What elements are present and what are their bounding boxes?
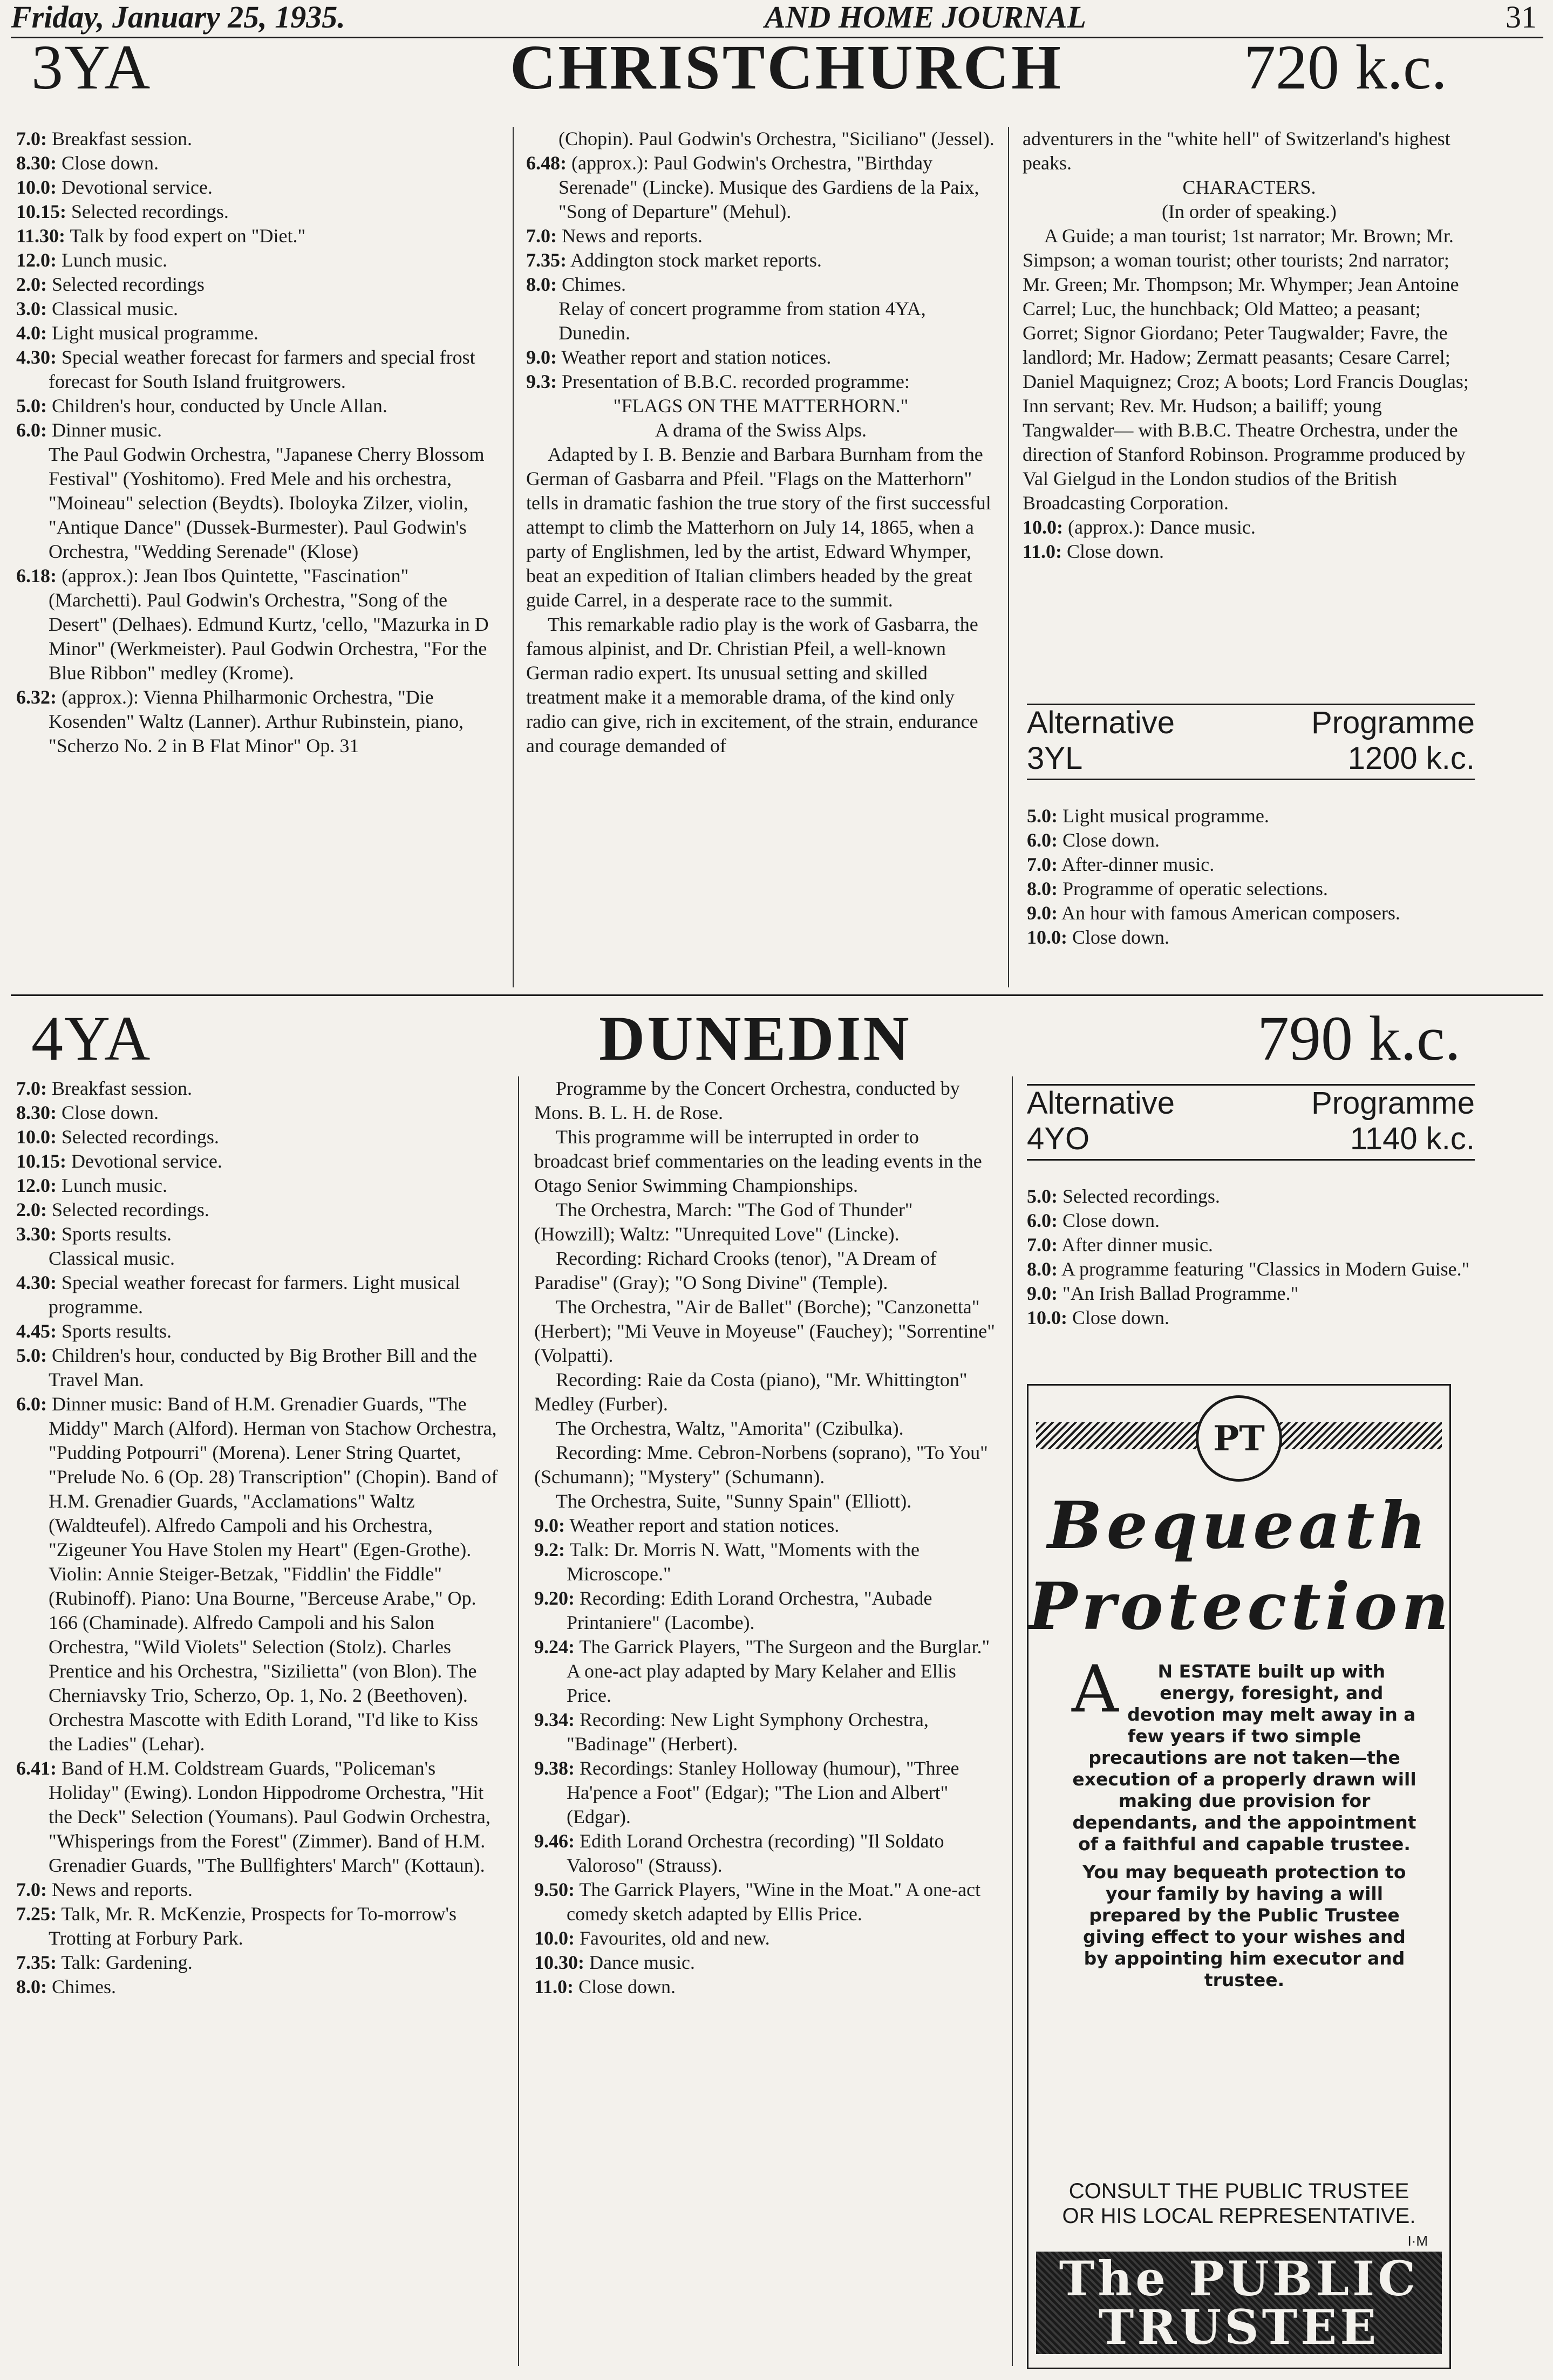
- 4ya-column-2: [534, 1076, 996, 1999]
- schedule-entry: [534, 1635, 996, 1708]
- schedule-entry: [534, 1878, 996, 1926]
- schedule-text: Close down.: [62, 1102, 159, 1123]
- schedule-entry: [1027, 1209, 1475, 1233]
- play-title: "FLAGS ON THE MATTERHORN.": [613, 395, 909, 417]
- schedule-entry: [16, 1392, 502, 1756]
- schedule-text: Presentation of B.B.C. recorded programme:: [562, 371, 910, 392]
- schedule-text: Chimes.: [562, 274, 626, 295]
- schedule-text: Dinner music: Band of H.M. Grenadier Guards, "The Middy" March (Alford). Herman von Stachow Orchestra, "Pudding Potpourri" (Morena). Lener String Quartet, "Prelude No. 6 (Op. 28) Transcription" (Chopin). Band of H.M. Grenadier Guards, "Acclamations" Waltz (Waldteufel). Alfredo Campoli and his Orchestra, "Zigeuner You Have Stolen my Heart" (Egen-Grothe). Violin: Annie Steiger-Betzak, "Fiddlin' the Fiddle" (Rubinoff). Piano: Una Bourne, "Berceuse Arabe," Op. 166 (Chaminade). Alfredo Campoli and his Salon Orchestra, "Wild Violets" Selection (Stolz). Charles Prentice and his Orchestra, "Sizilietta" (von Blon). The Cherniavsky Trio, Scherzo, Op. 1, No. 2 (Beethoven). Orchestra Mascotte with Edith Lorand, "I'd like to Kiss the Ladies" (Lehar).: [49, 1393, 498, 1755]
- freq-790-heading: 790 k.c.: [1257, 1003, 1461, 1074]
- schedule-entry: [16, 272, 502, 297]
- schedule-text: Light musical programme.: [1062, 805, 1269, 827]
- ad-body: [1072, 1652, 1417, 1997]
- concert-paragraph: Recording: Raie da Costa (piano), "Mr. Whittington" Medley (Furber).: [534, 1369, 968, 1415]
- schedule-time: 9.0:: [1027, 1283, 1058, 1304]
- schedule-entry: [534, 1586, 996, 1635]
- schedule-text: Band of H.M. Coldstream Guards, "Policeman's Holiday" (Ewing). London Hippodrome Orchestra, "Hit the Deck" Selection (Youmans). Paul Godwin Orchestra, "Whisperings from the Forest" (Zimmer). Band of H.M. Grenadier Guards, "The Bullfighters' March" (Kottaun).: [49, 1757, 491, 1876]
- schedule-text: "An Irish Ballad Programme.": [1062, 1283, 1299, 1304]
- play-subtitle: A drama of the Swiss Alps.: [655, 419, 867, 441]
- schedule-time: 10.0:: [1023, 516, 1063, 538]
- schedule-entry: [16, 1101, 502, 1125]
- schedule-time: 9.34:: [534, 1709, 575, 1730]
- schedule-time: 7.35:: [16, 1952, 57, 1973]
- schedule-time: 7.35:: [526, 249, 567, 271]
- schedule-time: 8.0:: [16, 1976, 47, 1997]
- schedule-text: (approx.): Vienna Philharmonic Orchestra, "Die Kosenden" Waltz (Lanner). Arthur Rubinstein, piano, "Scherzo No. 2 in B Flat Minor" Op. 31: [49, 686, 464, 756]
- alt-4yo-list: [1027, 1184, 1475, 1330]
- schedule-text: Classical music.: [52, 298, 178, 319]
- alt-3yl-word2: Programme: [1311, 705, 1475, 740]
- section-divider: [11, 994, 1543, 996]
- schedule-text: Breakfast session.: [52, 1078, 192, 1099]
- schedule-time: 9.0:: [1027, 902, 1058, 924]
- schedule-time: 7.0:: [1027, 1234, 1058, 1256]
- alt-3yl-freq: 1200 k.c.: [1347, 741, 1475, 776]
- schedule-entry: [1027, 853, 1475, 877]
- schedule-text: Sports results.: [62, 1320, 172, 1342]
- concert-paragraph: This programme will be interrupted in order to broadcast brief commentaries on the leading events in the Otago Senior Swimming Championships.: [534, 1126, 982, 1196]
- 3ya-column-2: [526, 127, 996, 758]
- ad-dropcap: A: [1072, 1652, 1119, 1727]
- schedule-entry: [526, 224, 996, 248]
- schedule-entry: [526, 272, 996, 297]
- continued-paragraph: adventurers in the "white hell" of Switzerland's highest peaks.: [1023, 128, 1450, 174]
- characters-heading: CHARACTERS.: [1182, 176, 1316, 198]
- public-trustee-logo: [1036, 2252, 1442, 2354]
- schedule-entry: [16, 1076, 502, 1101]
- schedule-entry: [526, 248, 996, 272]
- schedule-time: 6.32:: [16, 686, 57, 708]
- schedule-text: Dance music.: [589, 1952, 695, 1973]
- schedule-text: Lunch music.: [62, 1175, 167, 1196]
- concert-paragraph: The Orchestra, "Air de Ballet" (Borche); "Canzonetta" (Herbert); "Mi Veuve in Moyeuse" (Fauchey); "Sorrentine" (Volpatti).: [534, 1296, 995, 1366]
- schedule-time: 2.0:: [16, 274, 47, 295]
- schedule-time: 7.0:: [16, 1879, 47, 1900]
- concert-paragraph: The Orchestra, Waltz, "Amorita" (Czibulka).: [556, 1417, 904, 1439]
- schedule-time: 3.30:: [16, 1223, 57, 1245]
- schedule-entry: [16, 151, 502, 175]
- schedule-text: (approx.): Jean Ibos Quintette, "Fascination" (Marchetti). Paul Godwin's Orchestra, "Song of the Desert" (Delhaes). Edmund Kurtz, 'cello, "Mazurka in D Minor" (Werkmeister). Paul Godwin Orchestra, "For the Blue Ribbon" medley (Krome).: [49, 565, 489, 684]
- schedule-text: Talk, Mr. R. McKenzie, Prospects for To-morrow's Trotting at Forbury Park.: [49, 1903, 457, 1949]
- schedule-time: 10.30:: [534, 1952, 584, 1973]
- 4ya-column-1: [16, 1076, 502, 1999]
- schedule-entry: [534, 1951, 996, 1975]
- schedule-entry: [16, 1271, 502, 1319]
- schedule-time: 4.45:: [16, 1320, 57, 1342]
- schedule-entry: [534, 1538, 996, 1586]
- schedule-time: 6.41:: [16, 1757, 57, 1779]
- schedule-time: 11.0:: [534, 1976, 574, 1997]
- schedule-text: News and reports.: [52, 1879, 193, 1900]
- column-rule: [1012, 1076, 1013, 2366]
- schedule-entry: [16, 127, 502, 151]
- journal-title: AND HOME JOURNAL: [764, 0, 1086, 35]
- schedule-time: 10.0:: [1027, 1307, 1067, 1328]
- schedule-time: 7.25:: [16, 1903, 57, 1925]
- schedule-time: 6.18:: [16, 565, 57, 587]
- schedule-text: After-dinner music.: [1061, 854, 1215, 875]
- schedule-entry: [16, 175, 502, 200]
- issue-date: Friday, January 25, 1935.: [11, 0, 345, 35]
- schedule-text: A programme featuring "Classics in Modern Guise.": [1061, 1258, 1470, 1280]
- schedule-time: 7.0:: [16, 1078, 47, 1099]
- schedule-text: Special weather forecast for farmers. Light musical programme.: [49, 1272, 460, 1318]
- schedule-entry: [526, 297, 996, 345]
- schedule-time: 4.30:: [16, 1272, 57, 1293]
- schedule-entry: [16, 200, 502, 224]
- schedule-text: Relay of concert programme from station 4YA, Dunedin.: [558, 298, 926, 344]
- schedule-entry: [16, 1125, 502, 1149]
- schedule-time: 8.0:: [1027, 878, 1058, 899]
- alt-4yo-rule-bottom: [1027, 1159, 1475, 1161]
- schedule-entry: [16, 248, 502, 272]
- characters-list: A Guide; a man tourist; 1st narrator; Mr. Brown; Mr. Simpson; a woman tourist; other tourists; 2nd narrator; Mr. Green; Mr. Thompson; Mr. Whymper; Jean Antoine Carrel; Luc, the hunchback; Old Matteo; a peasant; Gorret; Signor Giordano; Peter Taugwalder; Favre, the landlord; Mr. Hadow; Zermatt peasants; Cesare Carrel; Daniel Maquignez; Croz; A boots; Lord Francis Douglas; Inn servant; Rev. Mr. Hudson; a bailiff; young Tangwalder— with B.B.C. Theatre Orchestra, under the direction of Stanford Robinson. Programme produced by Val Gielgud in the London studios of the British Broadcasting Corporation.: [1023, 225, 1469, 514]
- column-rule: [513, 127, 514, 987]
- schedule-entry: [534, 1513, 996, 1538]
- schedule-time: 9.2:: [534, 1539, 565, 1560]
- schedule-text: Selected recordings.: [62, 1126, 219, 1148]
- schedule-time: 7.0:: [16, 128, 47, 149]
- schedule-entry: [534, 1926, 996, 1951]
- schedule-time: 8.0:: [526, 274, 557, 295]
- schedule-time: 5.0:: [1027, 1185, 1058, 1207]
- schedule-entry: [526, 151, 996, 224]
- schedule-time: 6.48:: [526, 152, 567, 174]
- city-christchurch-heading: CHRISTCHURCH: [510, 32, 1063, 103]
- 3ya-column-1: [16, 127, 502, 758]
- schedule-entry: [534, 1975, 996, 1999]
- schedule-time: 8.30:: [16, 1102, 57, 1123]
- alt-3yl-station: 3YL: [1027, 741, 1083, 776]
- ad-signature: I·M: [1407, 2233, 1428, 2249]
- schedule-time: 8.30:: [16, 152, 57, 174]
- schedule-text: Close down.: [1062, 829, 1160, 851]
- characters-subheading: (In order of speaking.): [1162, 201, 1337, 222]
- page-number: 31: [1506, 0, 1537, 35]
- schedule-time: 11.0:: [1023, 541, 1062, 562]
- schedule-entry: [16, 394, 502, 418]
- schedule-text: Close down.: [578, 1976, 676, 1997]
- column-rule: [1008, 127, 1009, 987]
- schedule-text: Talk: Dr. Morris N. Watt, "Moments with the Microscope.": [567, 1539, 919, 1585]
- ad-headline-1: Bequeath: [1047, 1488, 1431, 1564]
- schedule-text: The Garrick Players, "Wine in the Moat." A one-act comedy sketch adapted by Ellis Price.: [567, 1879, 981, 1925]
- schedule-text: Talk: Gardening.: [61, 1952, 193, 1973]
- schedule-time: 6.0:: [16, 419, 47, 441]
- schedule-entry: [1027, 877, 1475, 901]
- alt-4yo-box: [1027, 1082, 1475, 1161]
- schedule-entry: [1027, 1257, 1475, 1281]
- schedule-time: 12.0:: [16, 1175, 57, 1196]
- schedule-entry: [16, 1198, 502, 1222]
- schedule-entry: [1027, 1184, 1475, 1209]
- schedule-text: Close down.: [1072, 1307, 1169, 1328]
- schedule-text: Programme of operatic selections.: [1062, 878, 1328, 899]
- schedule-text: Close down.: [1067, 541, 1164, 562]
- schedule-text: Selected recordings: [52, 274, 205, 295]
- schedule-entry: [1023, 540, 1476, 564]
- schedule-text: Selected recordings.: [52, 1199, 209, 1220]
- concert-paragraph: Recording: Richard Crooks (tenor), "A Dream of Paradise" (Gray); "O Song Divine" (Temple).: [534, 1247, 937, 1293]
- schedule-entry: [16, 1222, 502, 1246]
- schedule-text: Weather report and station notices.: [569, 1515, 840, 1536]
- schedule-text: Recording: Edith Lorand Orchestra, "Aubade Printaniere" (Lacombe).: [567, 1587, 932, 1633]
- schedule-text: Recordings: Stanley Holloway (humour), "Three Ha'pence a Foot" (Edgar); "The Lion and Albert" (Edgar).: [567, 1757, 959, 1827]
- schedule-time: 10.15:: [16, 201, 66, 222]
- schedule-entry: [1027, 901, 1475, 925]
- schedule-time: 6.0:: [1027, 1210, 1058, 1231]
- station-3ya-heading: 3YA: [31, 32, 152, 103]
- schedule-text: Close down.: [62, 152, 159, 174]
- play-paragraph: Adapted by I. B. Benzie and Barbara Burnham from the German of Gasbarra and Pfeil. "Flags on the Matterhorn" tells in dramatic fashion the true story of the first successful attempt to climb the Matterhorn on July 14, 1865, when a party of Englishmen, led by the artist, Edward Whymper, beat an expedition of Italian climbers headed by the great guide Carrel, in a desperate race to the summit.: [526, 444, 991, 611]
- schedule-text: The Paul Godwin Orchestra, "Japanese Cherry Blossom Festival" (Yoshitomo). Fred Mele and his orchestra, "Moineau" selection (Beydts). Iboloyka Zilzer, violin, "Antique Dance" (Dussek-Burmester). Paul Godwin's Orchestra, "Wedding Serenade" (Klose): [49, 444, 485, 562]
- play-paragraph: This remarkable radio play is the work of Gasbarra, the famous alpinist, and Dr. Christian Pfeil, a well-known German radio expert. Its unusual setting and skilled treatment make it a memorable drama, of the kind only radio can give, rich in excitement, of the strain, endurance and courage demanded of: [526, 613, 978, 756]
- schedule-text: Lunch music.: [62, 249, 167, 271]
- station-4ya-heading: 4YA: [31, 1003, 152, 1074]
- concert-paragraph: The Orchestra, Suite, "Sunny Spain" (Elliott).: [556, 1490, 912, 1512]
- schedule-time: 10.0:: [534, 1927, 575, 1949]
- schedule-text: An hour with famous American composers.: [1061, 902, 1400, 924]
- schedule-time: 7.0:: [1027, 854, 1058, 875]
- ad-headline-2: Protection: [1028, 1569, 1453, 1645]
- schedule-entry: [16, 418, 502, 442]
- schedule-time: 9.38:: [534, 1757, 575, 1779]
- alt-4yo-word2: Programme: [1311, 1086, 1475, 1121]
- ad-consult-line: CONSULT THE PUBLIC TRUSTEE OR HIS LOCAL REPRESENTATIVE.: [1062, 2179, 1416, 2228]
- freq-720-heading: 720 k.c.: [1244, 32, 1447, 103]
- schedule-entry: [16, 1902, 502, 1951]
- schedule-text: Children's hour, conducted by Big Brother Bill and the Travel Man.: [49, 1345, 477, 1390]
- schedule-entry: [1027, 828, 1475, 853]
- schedule-time: 6.0:: [16, 1393, 47, 1415]
- schedule-text: Devotional service.: [71, 1150, 222, 1172]
- schedule-entry: [534, 1756, 996, 1829]
- schedule-text: (approx.): Paul Godwin's Orchestra, "Birthday Serenade" (Lincke). Musique des Gardiens de la Paix, "Song of Departure" (Mehul).: [558, 152, 979, 222]
- alt-3yl-list: [1027, 804, 1475, 950]
- schedule-text: Breakfast session.: [52, 128, 192, 149]
- schedule-text: (Chopin). Paul Godwin's Orchestra, "Siciliano" (Jessel).: [558, 128, 995, 149]
- schedule-time: 9.0:: [534, 1515, 565, 1536]
- schedule-text: Children's hour, conducted by Uncle Allan.: [52, 395, 387, 417]
- schedule-time: 9.0:: [526, 346, 557, 368]
- schedule-text: Light musical programme.: [52, 322, 258, 344]
- schedule-entry: [526, 370, 996, 394]
- schedule-entry: [534, 1829, 996, 1878]
- schedule-time: 10.0:: [1027, 926, 1067, 948]
- column-rule: [518, 1076, 519, 2366]
- schedule-text: Recording: New Light Symphony Orchestra, "Badinage" (Herbert).: [567, 1709, 929, 1755]
- concert-paragraph: The Orchestra, March: "The God of Thunder" (Howzill); Waltz: "Unrequited Love" (Lincke).: [534, 1199, 913, 1245]
- ad-para-1: N ESTATE built up with energy, foresight, and devotion may melt away in a few years if two simple precautions are not taken—the execution of a properly drawn will making due provision for dependants, and the appointment of a faithful and capable trustee.: [1072, 1661, 1416, 1854]
- schedule-entry: [1023, 515, 1476, 540]
- schedule-entry: [1027, 804, 1475, 828]
- schedule-entry: [526, 127, 996, 151]
- schedule-time: 10.0:: [16, 1126, 57, 1148]
- schedule-entry: [16, 685, 502, 758]
- emblem-letters: PT: [1213, 1418, 1265, 1459]
- schedule-text: Devotional service.: [62, 176, 213, 198]
- schedule-entry: [16, 1878, 502, 1902]
- schedule-time: 6.0:: [1027, 829, 1058, 851]
- schedule-text: Close down.: [1072, 926, 1169, 948]
- schedule-time: 9.20:: [534, 1587, 575, 1609]
- schedule-entry: [16, 1951, 502, 1975]
- schedule-text: Dinner music.: [52, 419, 162, 441]
- schedule-text: Selected recordings.: [71, 201, 229, 222]
- schedule-text: After dinner music.: [1061, 1234, 1213, 1256]
- schedule-text: Sports results.: [62, 1223, 172, 1245]
- schedule-text: Edith Lorand Orchestra (recording) "Il Soldato Valoroso" (Strauss).: [567, 1830, 944, 1876]
- schedule-entry: [16, 1174, 502, 1198]
- schedule-text: Close down.: [1062, 1210, 1160, 1231]
- logo-line-2: TRUSTEE: [1098, 2299, 1380, 2355]
- schedule-entry: [16, 321, 502, 345]
- schedule-time: 9.3:: [526, 371, 557, 392]
- schedule-entry: [16, 1975, 502, 1999]
- trustee-emblem-icon: [1196, 1395, 1282, 1482]
- 3ya-column-3: [1023, 127, 1476, 564]
- schedule-entry: [16, 297, 502, 321]
- alt-3yl-word1: Alternative: [1027, 705, 1175, 740]
- city-dunedin-heading: DUNEDIN: [599, 1003, 911, 1074]
- schedule-entry: [16, 224, 502, 248]
- schedule-entry: [16, 1319, 502, 1344]
- schedule-time: 10.0:: [16, 176, 57, 198]
- schedule-entry: [16, 1246, 502, 1271]
- schedule-text: Addington stock market reports.: [570, 249, 822, 271]
- schedule-time: 5.0:: [16, 395, 47, 417]
- schedule-entry: [16, 1756, 502, 1878]
- alt-4yo-station: 4YO: [1027, 1121, 1090, 1156]
- schedule-text: News and reports.: [562, 225, 703, 247]
- public-trustee-advert: [1027, 1384, 1451, 2369]
- schedule-time: 3.0:: [16, 298, 47, 319]
- schedule-time: 10.15:: [16, 1150, 66, 1172]
- schedule-text: Classical music.: [49, 1247, 175, 1269]
- schedule-time: 2.0:: [16, 1199, 47, 1220]
- alt-3yl-box: [1027, 701, 1475, 780]
- logo-line-1: The PUBLIC: [1059, 2251, 1419, 2307]
- schedule-entry: [526, 345, 996, 370]
- schedule-time: 5.0:: [1027, 805, 1058, 827]
- schedule-entry: [534, 1708, 996, 1756]
- schedule-entry: [1027, 1306, 1475, 1330]
- schedule-entry: [16, 1344, 502, 1392]
- schedule-entry: [16, 1149, 502, 1174]
- schedule-text: (approx.): Dance music.: [1068, 516, 1256, 538]
- alt-4yo-word1: Alternative: [1027, 1086, 1175, 1121]
- schedule-text: Weather report and station notices.: [561, 346, 832, 368]
- schedule-time: 12.0:: [16, 249, 57, 271]
- schedule-text: Talk by food expert on "Diet.": [70, 225, 306, 247]
- schedule-text: Chimes.: [52, 1976, 117, 1997]
- alt-3yl-rule-bottom: [1027, 779, 1475, 780]
- schedule-time: 5.0:: [16, 1345, 47, 1366]
- schedule-entry: [16, 442, 502, 564]
- schedule-time: 11.30:: [16, 225, 66, 247]
- schedule-entry: [16, 345, 502, 394]
- schedule-entry: [1027, 925, 1475, 950]
- alt-4yo-freq: 1140 k.c.: [1350, 1121, 1475, 1156]
- schedule-time: 7.0:: [526, 225, 557, 247]
- schedule-entry: [1027, 1281, 1475, 1306]
- schedule-time: 8.0:: [1027, 1258, 1058, 1280]
- schedule-time: 9.50:: [534, 1879, 575, 1900]
- ad-para-2: You may bequeath protection to your family by having a will prepared by the Public Trustee giving effect to your wishes and by appointing him executor and trustee.: [1082, 1861, 1406, 1990]
- concert-paragraph: Recording: Mme. Cebron-Norbens (soprano), "To You" (Schumann); "Mystery" (Schumann).: [534, 1442, 988, 1488]
- schedule-time: 4.0:: [16, 322, 47, 344]
- schedule-text: Special weather forecast for farmers and special frost forecast for South Island fruitgrowers.: [49, 346, 475, 392]
- schedule-text: Selected recordings.: [1062, 1185, 1220, 1207]
- schedule-time: 4.30:: [16, 346, 57, 368]
- schedule-time: 9.46:: [534, 1830, 575, 1852]
- schedule-text: The Garrick Players, "The Surgeon and the Burglar." A one-act play adapted by Mary Kelaher and Ellis Price.: [567, 1636, 990, 1706]
- schedule-text: Favourites, old and new.: [580, 1927, 770, 1949]
- concert-paragraph: Programme by the Concert Orchestra, conducted by Mons. B. L. H. de Rose.: [534, 1078, 960, 1123]
- schedule-time: 9.24:: [534, 1636, 575, 1658]
- schedule-entry: [16, 564, 502, 685]
- schedule-entry: [1027, 1233, 1475, 1257]
